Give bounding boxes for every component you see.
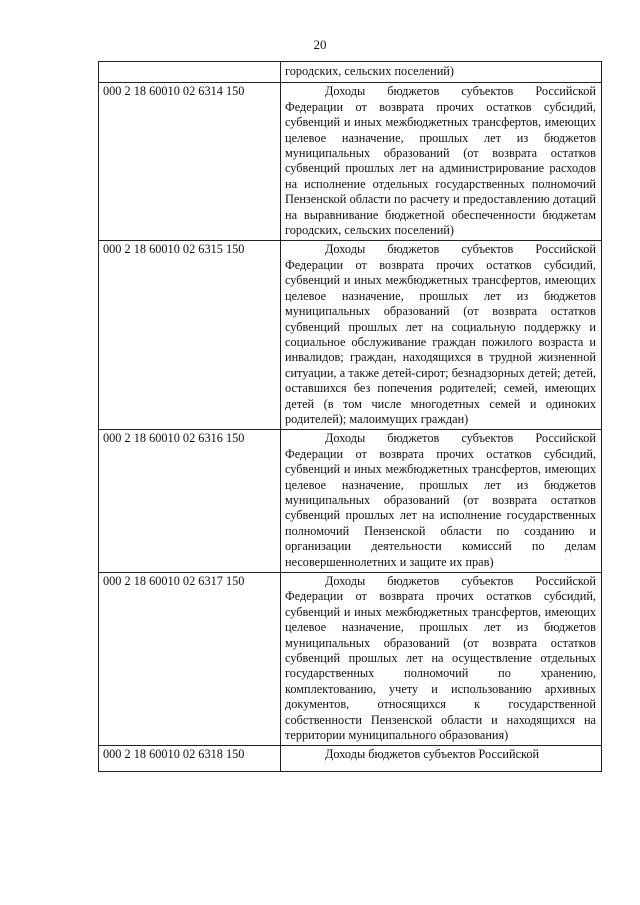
- description-cell: [281, 62, 602, 83]
- description-text: Доходы бюджетов субъектов Российской Федерации от возврата прочих остатков субсидий, субвенций и иных межбюджетных трансфертов, имеющих целевое назначение, прошлых лет из бюджетов муниципальных образований (от возврата остатков субвенций прошлых лет на исполнение государственных полномочий Пензенской области по созданию и организации деятельности комиссий по делам несовершеннолетних и защите их прав): [285, 431, 596, 569]
- budget-code-table: [98, 61, 602, 772]
- page-number: 20: [313, 37, 327, 52]
- description-cell: [281, 83, 602, 241]
- table-row: [99, 62, 602, 83]
- code-cell: 000 2 18 60010 02 6314 150: [99, 83, 281, 241]
- code-cell: 000 2 18 60010 02 6315 150: [99, 241, 281, 430]
- table-row: [99, 241, 602, 430]
- table-row: [99, 430, 602, 573]
- code-cell: 000 2 18 60010 02 6318 150: [99, 746, 281, 771]
- description-cell: [281, 746, 602, 771]
- description-text: городских, сельских поселений): [285, 64, 454, 78]
- description-cell: [281, 573, 602, 746]
- code-cell: 000 2 18 60010 02 6317 150: [99, 573, 281, 746]
- description-text: Доходы бюджетов субъектов Российской Федерации от возврата прочих остатков субсидий, субвенций и иных межбюджетных трансфертов, имеющих целевое назначение, прошлых лет из бюджетов муниципальных образований (от возврата остатков субвенций прошлых лет на администрирование расходов на исполнение отдельных государственных полномочий Пензенской области по расчету и предоставлению дотаций на выравнивание бюджетной обеспеченности бюджетам городских, сельских поселений): [285, 84, 596, 238]
- table-row: [99, 83, 602, 241]
- description-cell: [281, 430, 602, 573]
- description-cell: [281, 241, 602, 430]
- description-text: Доходы бюджетов субъектов Российской Федерации от возврата прочих остатков субсидий, субвенций и иных межбюджетных трансфертов, имеющих целевое назначение, прошлых лет из бюджетов муниципальных образований (от возврата остатков субвенций прошлых лет на осуществление отдельных государственных полномочий по хранению, комплектованию, учету и использованию архивных документов, относящихся к государственной собственности Пензенской области и находящихся на территории муниципального образования): [285, 574, 596, 743]
- code-cell: 000 2 18 60010 02 6316 150: [99, 430, 281, 573]
- table-row: [99, 746, 602, 771]
- code-cell: [99, 62, 281, 83]
- description-text: Доходы бюджетов субъектов Российской: [325, 747, 540, 762]
- table-row: [99, 573, 602, 746]
- description-text: Доходы бюджетов субъектов Российской Федерации от возврата прочих остатков субсидий, субвенций и иных межбюджетных трансфертов, имеющих целевое назначение, прошлых лет из бюджетов муниципальных образований (от возврата остатков субвенций прошлых лет на социальную поддержку и социальное обслуживание граждан пожилого возраста и инвалидов; граждан, находящихся в трудной жизненной ситуации, а также детей-сирот; безнадзорных детей; детей, оставшихся без попечения родителей; семей, имеющих детей (в том числе многодетных семей и одиноких родителей); малоимущих граждан): [285, 242, 596, 426]
